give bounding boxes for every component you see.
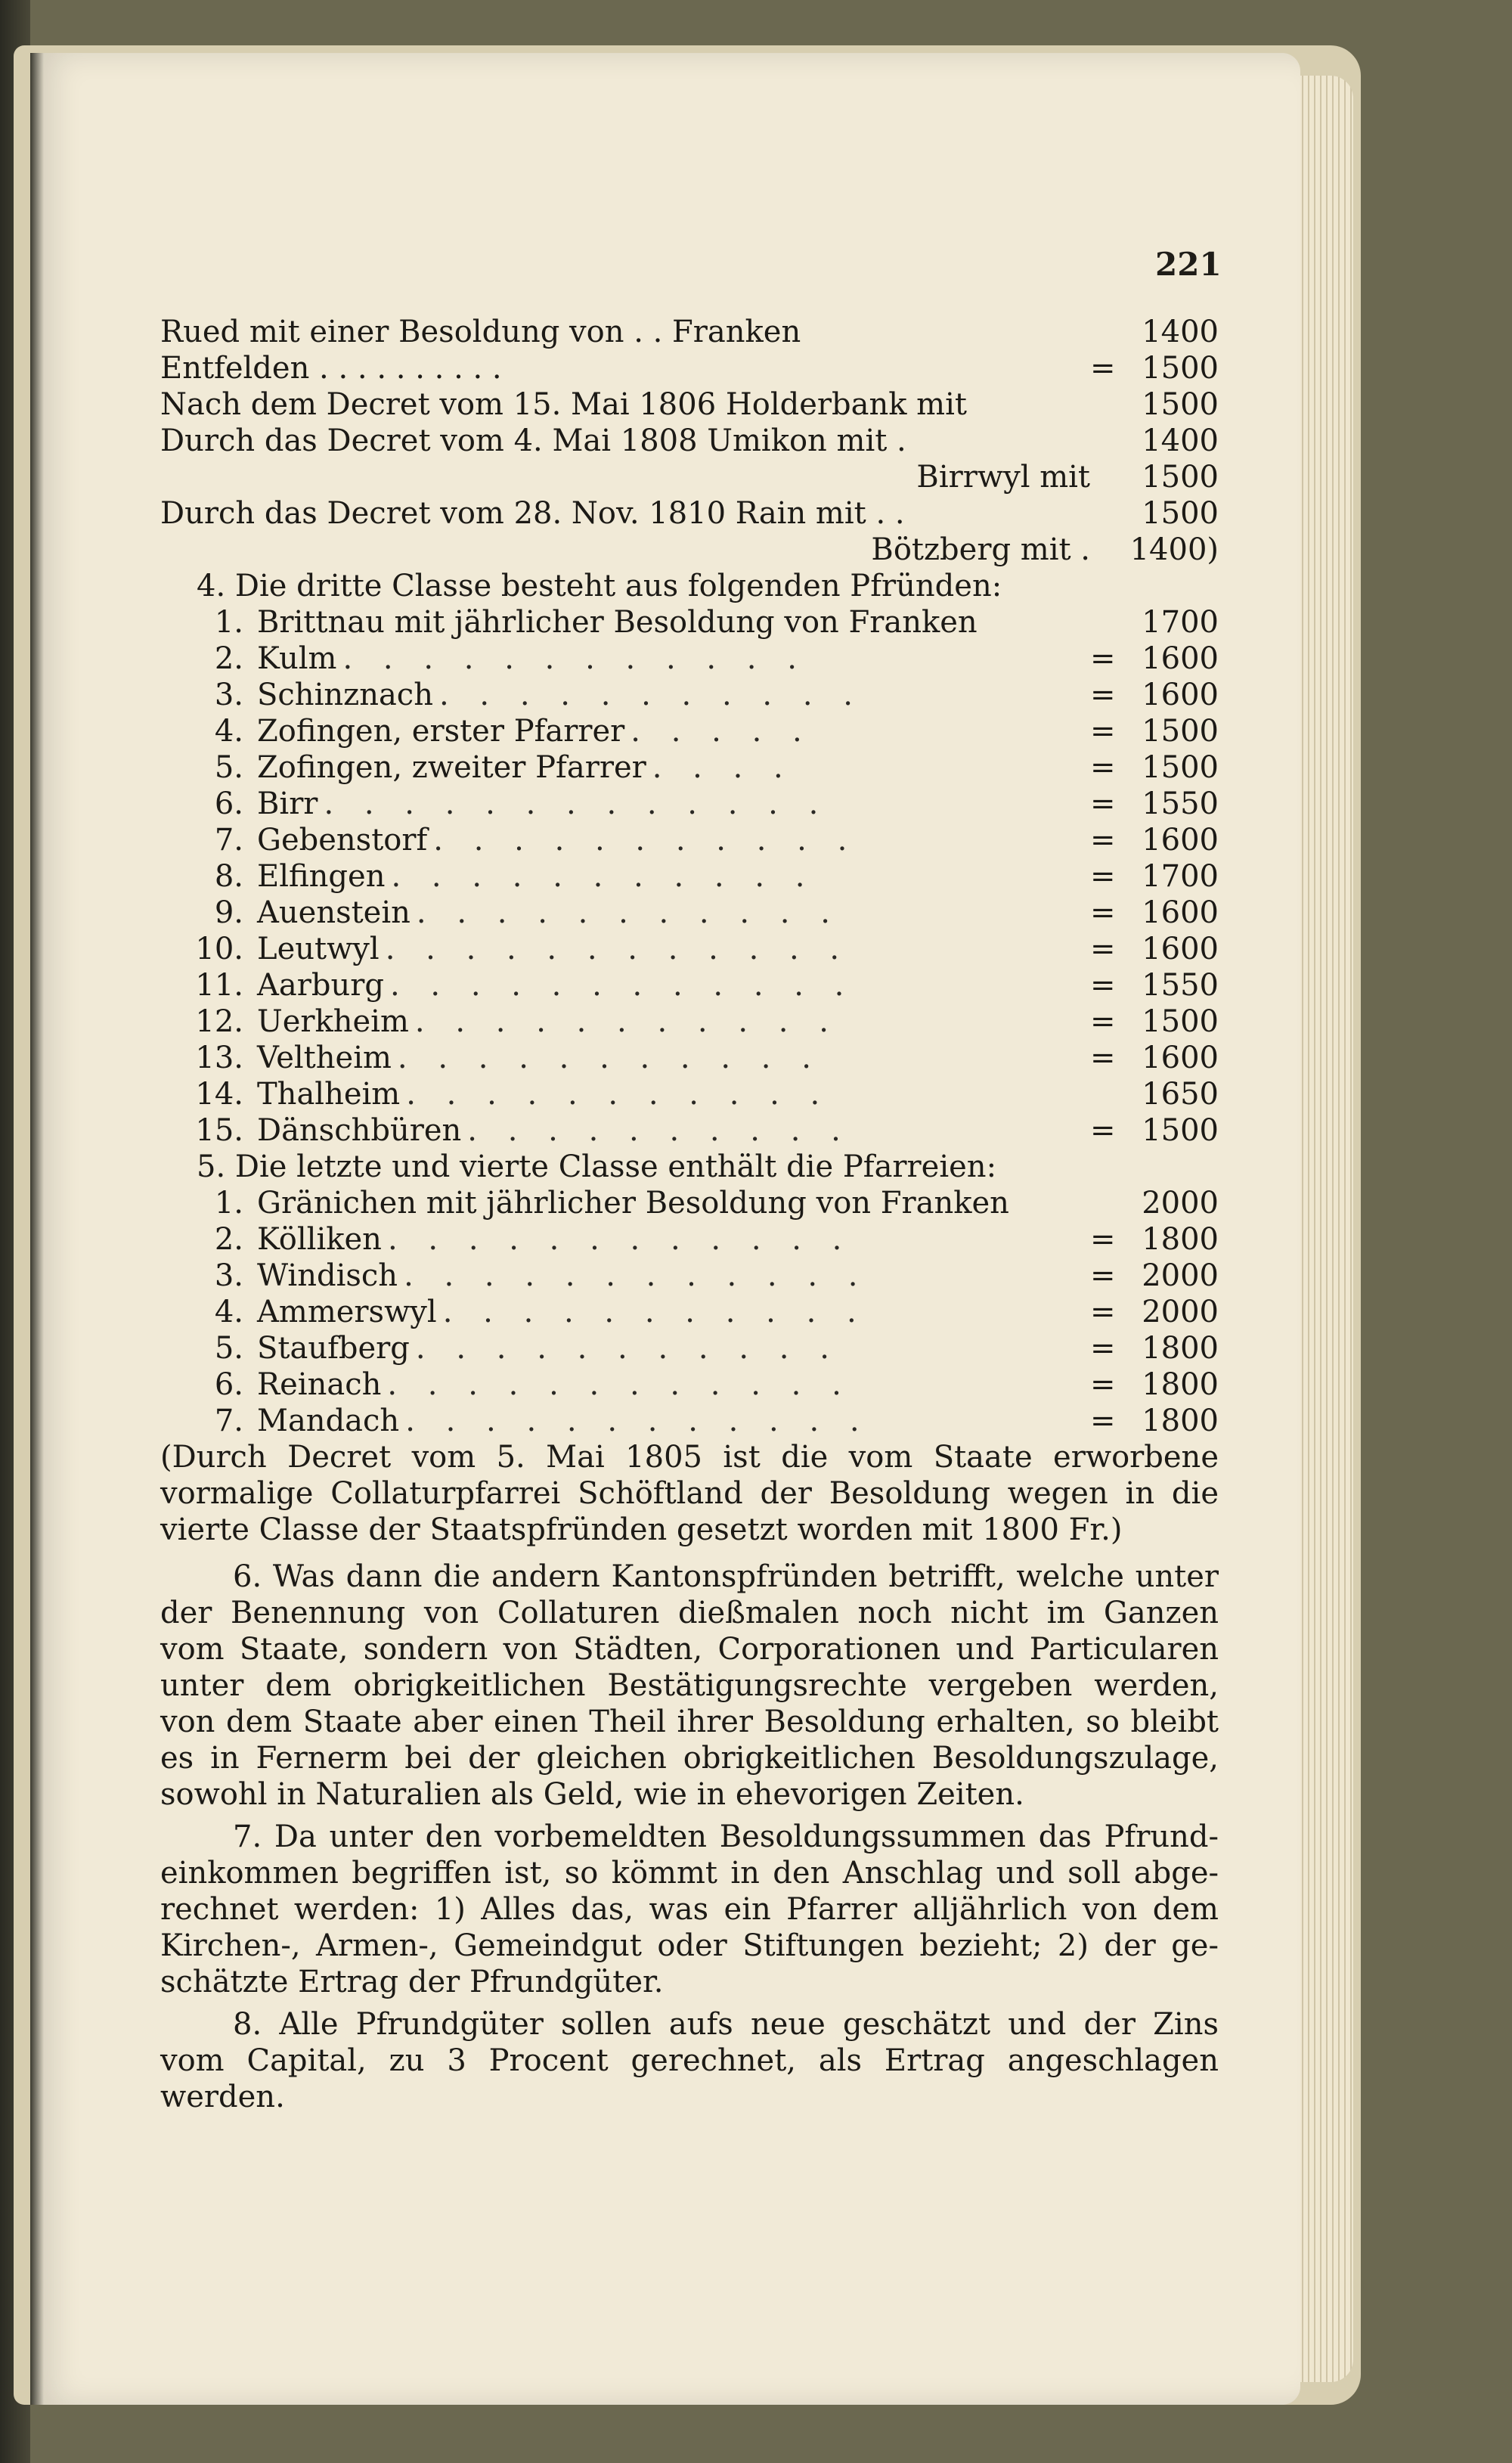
amount: 2000 bbox=[1142, 1258, 1219, 1293]
item-name: Uerkheim bbox=[257, 1004, 409, 1039]
ditto-mark: = bbox=[1090, 1295, 1116, 1329]
ditto-mark: = bbox=[1090, 714, 1116, 749]
item-name: Staufberg bbox=[257, 1331, 410, 1366]
amount: 1500 bbox=[1142, 1113, 1219, 1148]
top-row bbox=[160, 386, 1219, 423]
ditto-mark: = bbox=[1090, 351, 1116, 386]
page-content bbox=[160, 314, 1219, 2115]
leader-dots: . . . . . . . . . . . . bbox=[387, 1222, 853, 1257]
ditto-mark: = bbox=[1090, 1404, 1116, 1438]
list-item bbox=[160, 1112, 1219, 1149]
top-row bbox=[160, 350, 1219, 386]
item-name: Schinznach bbox=[257, 678, 433, 712]
amount: 1550 bbox=[1142, 786, 1219, 821]
item-name: Reinach bbox=[257, 1367, 382, 1402]
leader-dots: . . . . . . . . . . . bbox=[414, 1004, 839, 1039]
item-name: Aarburg bbox=[257, 968, 384, 1003]
item-number: 6. bbox=[214, 786, 243, 821]
item-number: 1. bbox=[214, 1186, 243, 1221]
ditto-mark: = bbox=[1090, 1041, 1116, 1075]
amount: 1400) bbox=[1129, 532, 1219, 567]
item-number: 13. bbox=[195, 1041, 243, 1075]
list-item bbox=[160, 1258, 1219, 1294]
ditto-mark: = bbox=[1090, 1258, 1116, 1293]
item-name: Gränichen mit jährlicher Besoldung von Franken bbox=[257, 1186, 1009, 1221]
item-name: Kölliken bbox=[257, 1222, 382, 1257]
leader-dots: . . . . . . . . . . . bbox=[406, 1077, 831, 1112]
paragraph: 6. Was dann die andern Kantonspfründen betrifft, welche unter der Benennung von Collaturen dießmalen noch nicht im Ganzen vom Staate, sondern von Städten, Corporationen und Particularen unter dem obrigkeitlichen Bestätigungsrechte vergeben werden, von dem Staate aber einen Theil ihrer Besoldung erhalten, so bleibt es in Fernerm bei der gleichen obrigkeitlichen Besoldungszulage, sowohl in Naturalien als Geld, wie in ehevorigen Zeiten. bbox=[160, 1559, 1219, 1812]
item-number: 4. bbox=[214, 1295, 243, 1329]
amount: 1500 bbox=[1142, 351, 1219, 386]
amount: 1600 bbox=[1142, 678, 1219, 712]
list-item bbox=[160, 858, 1219, 895]
section-heading: 4. Die dritte Classe besteht aus folgenden Pfründen: bbox=[197, 569, 1002, 603]
ditto-mark: = bbox=[1090, 823, 1116, 858]
list-item bbox=[160, 641, 1219, 677]
list-item bbox=[160, 1294, 1219, 1330]
amount: 1500 bbox=[1142, 714, 1219, 749]
item-number: 2. bbox=[214, 641, 243, 676]
leader-dots: . . . . . . . . . . . bbox=[391, 859, 816, 894]
item-number: 12. bbox=[195, 1004, 243, 1039]
leader-dots: . . . . . . . . . . . bbox=[415, 1331, 840, 1366]
ditto-mark: = bbox=[1090, 1331, 1116, 1366]
leader-dots: . . . . . bbox=[631, 714, 813, 749]
pfruenden-list-class-3 bbox=[160, 604, 1219, 1149]
item-name: Auenstein bbox=[257, 895, 411, 930]
item-number: 6. bbox=[214, 1367, 243, 1402]
leader-dots: . . . . . . . . . . . bbox=[442, 1295, 867, 1329]
top-row bbox=[160, 495, 1219, 532]
item-name: Windisch bbox=[257, 1258, 398, 1293]
top-row-text: Entfelden . . . . . . . . . . bbox=[160, 351, 502, 386]
list-item bbox=[160, 967, 1219, 1004]
list-item bbox=[160, 931, 1219, 967]
ditto-mark: = bbox=[1090, 786, 1116, 821]
list-item bbox=[160, 1040, 1219, 1076]
leader-dots: . . . . . . . . . . . . bbox=[405, 1404, 870, 1438]
amount: 2000 bbox=[1142, 1295, 1219, 1329]
top-row-text: Bötzberg mit . bbox=[871, 532, 1090, 567]
list-item bbox=[160, 1330, 1219, 1366]
amount: 2000 bbox=[1142, 1186, 1219, 1221]
item-name: Mandach bbox=[257, 1404, 400, 1438]
top-row-text: Rued mit einer Besoldung von . . Franken bbox=[160, 315, 801, 349]
page-number: 221 bbox=[1155, 246, 1222, 283]
item-number: 15. bbox=[195, 1113, 243, 1148]
item-number: 9. bbox=[214, 895, 243, 930]
ditto-mark: = bbox=[1090, 1222, 1116, 1257]
list-item bbox=[160, 604, 1219, 641]
item-name: Birr bbox=[257, 786, 318, 821]
amount: 1500 bbox=[1142, 387, 1219, 422]
list-item bbox=[160, 786, 1219, 822]
paragraph: 7. Da unter den vorbemeldten Besoldungssummen das Pfrund-einkommen begriffen ist, so kömmt in den Anschlag und soll abge-rechnet werden: 1) Alles das, was ein Pfarrer alljährlich von dem Kirchen-, Armen-, Gemeindgut oder Stiftungen bezieht; 2) der ge-schätzte Ertrag der Pfrundgüter. bbox=[160, 1819, 1219, 1999]
item-name: Veltheim bbox=[257, 1041, 392, 1075]
amount: 1400 bbox=[1142, 423, 1219, 458]
page-gutter bbox=[30, 53, 44, 2405]
top-row bbox=[160, 532, 1219, 568]
top-list bbox=[160, 314, 1219, 568]
ditto-mark: = bbox=[1090, 678, 1116, 712]
amount: 1500 bbox=[1142, 750, 1219, 785]
leader-dots: . . . . . . . . . . . bbox=[433, 823, 858, 858]
item-name: Zofingen, zweiter Pfarrer bbox=[257, 750, 646, 785]
amount: 1550 bbox=[1142, 968, 1219, 1003]
list-item bbox=[160, 822, 1219, 858]
list-item bbox=[160, 1076, 1219, 1112]
amount: 1600 bbox=[1142, 895, 1219, 930]
list-item bbox=[160, 1004, 1219, 1040]
amount: 1500 bbox=[1142, 460, 1219, 495]
item-name: Leutwyl bbox=[257, 932, 380, 966]
leader-dots: . . . . . . . . . . . . bbox=[385, 932, 850, 966]
item-number: 2. bbox=[214, 1222, 243, 1257]
ditto-mark: = bbox=[1090, 1113, 1116, 1148]
list-item bbox=[160, 1403, 1219, 1439]
list-item bbox=[160, 749, 1219, 786]
amount: 1600 bbox=[1142, 823, 1219, 858]
pfruenden-list-class-4 bbox=[160, 1185, 1219, 1439]
amount: 1500 bbox=[1142, 496, 1219, 531]
amount: 1700 bbox=[1142, 859, 1219, 894]
item-name: Gebenstorf bbox=[257, 823, 428, 858]
list-item bbox=[160, 1221, 1219, 1258]
top-row-text: Durch das Decret vom 28. Nov. 1810 Rain mit . . bbox=[160, 496, 905, 531]
amount: 1800 bbox=[1142, 1367, 1219, 1402]
ditto-mark: = bbox=[1090, 895, 1116, 930]
amount: 1500 bbox=[1142, 1004, 1219, 1039]
item-name: Ammerswyl bbox=[257, 1295, 437, 1329]
amount: 1800 bbox=[1142, 1222, 1219, 1257]
leader-dots: . . . . . . . . . . . . bbox=[342, 641, 807, 676]
top-row-text: Nach dem Decret vom 15. Mai 1806 Holderbank mit bbox=[160, 387, 967, 422]
amount: 1700 bbox=[1142, 605, 1219, 640]
top-row bbox=[160, 459, 1219, 495]
item-number: 5. bbox=[214, 1331, 243, 1366]
item-number: 14. bbox=[195, 1077, 243, 1112]
amount: 1400 bbox=[1142, 315, 1219, 349]
ditto-mark: = bbox=[1090, 932, 1116, 966]
top-row bbox=[160, 423, 1219, 459]
note-paragraph: (Durch Decret vom 5. Mai 1805 ist die vom Staate erworbene vormalige Collaturpfarrei Schöftland der Besoldung wegen in die vierte Classe der Staatspfründen gesetzt worden mit 1800 Fr.) bbox=[160, 1440, 1219, 1547]
leader-dots: . . . . bbox=[652, 750, 794, 785]
list-item bbox=[160, 895, 1219, 931]
item-number: 4. bbox=[214, 714, 243, 749]
leader-dots: . . . . . . . . . . . bbox=[438, 678, 863, 712]
paragraph: 8. Alle Pfrundgüter sollen aufs neue geschätzt und der Zins vom Capital, zu 3 Procent gerechnet, als Ertrag angeschlagen werden. bbox=[160, 2007, 1219, 2114]
top-row-text: Durch das Decret vom 4. Mai 1808 Umikon mit . bbox=[160, 423, 906, 458]
item-number: 3. bbox=[214, 1258, 243, 1293]
top-row bbox=[160, 314, 1219, 350]
item-number: 11. bbox=[195, 968, 243, 1003]
item-name: Elfingen bbox=[257, 859, 386, 894]
amount: 1600 bbox=[1142, 932, 1219, 966]
item-number: 5. bbox=[214, 750, 243, 785]
list-item bbox=[160, 1366, 1219, 1403]
amount: 1600 bbox=[1142, 1041, 1219, 1075]
leader-dots: . . . . . . . . . . . . bbox=[387, 1367, 852, 1402]
ditto-mark: = bbox=[1090, 968, 1116, 1003]
leader-dots: . . . . . . . . . . . bbox=[397, 1041, 822, 1075]
section-heading: 5. Die letzte und vierte Classe enthält die Pfarreien: bbox=[197, 1149, 997, 1184]
amount: 1800 bbox=[1142, 1404, 1219, 1438]
ditto-mark: = bbox=[1090, 1004, 1116, 1039]
list-item bbox=[160, 1185, 1219, 1221]
ditto-mark: = bbox=[1090, 750, 1116, 785]
amount: 1800 bbox=[1142, 1331, 1219, 1366]
item-number: 1. bbox=[214, 605, 243, 640]
ditto-mark: = bbox=[1090, 859, 1116, 894]
item-number: 3. bbox=[214, 678, 243, 712]
item-name: Dänschbüren bbox=[257, 1113, 462, 1148]
item-number: 10. bbox=[195, 932, 243, 966]
amount: 1650 bbox=[1142, 1077, 1219, 1112]
amount: 1600 bbox=[1142, 641, 1219, 676]
item-name: Kulm bbox=[257, 641, 337, 676]
item-number: 8. bbox=[214, 859, 243, 894]
list-item bbox=[160, 677, 1219, 713]
leader-dots: . . . . . . . . . . bbox=[467, 1113, 851, 1148]
ditto-mark: = bbox=[1090, 1367, 1116, 1402]
leader-dots: . . . . . . . . . . . bbox=[416, 895, 841, 930]
book-page bbox=[30, 53, 1300, 2405]
ditto-mark: = bbox=[1090, 641, 1116, 676]
item-name: Thalheim bbox=[257, 1077, 401, 1112]
leader-dots: . . . . . . . . . . . . . bbox=[324, 786, 829, 821]
top-row-text: Birrwyl mit bbox=[916, 460, 1090, 495]
item-number: 7. bbox=[214, 1404, 243, 1438]
item-number: 7. bbox=[214, 823, 243, 858]
list-item bbox=[160, 713, 1219, 749]
item-name: Zofingen, erster Pfarrer bbox=[257, 714, 625, 749]
leader-dots: . . . . . . . . . . . . bbox=[404, 1258, 869, 1293]
item-name: Brittnau mit jährlicher Besoldung von Franken bbox=[257, 605, 978, 640]
leader-dots: . . . . . . . . . . . . bbox=[389, 968, 855, 1003]
